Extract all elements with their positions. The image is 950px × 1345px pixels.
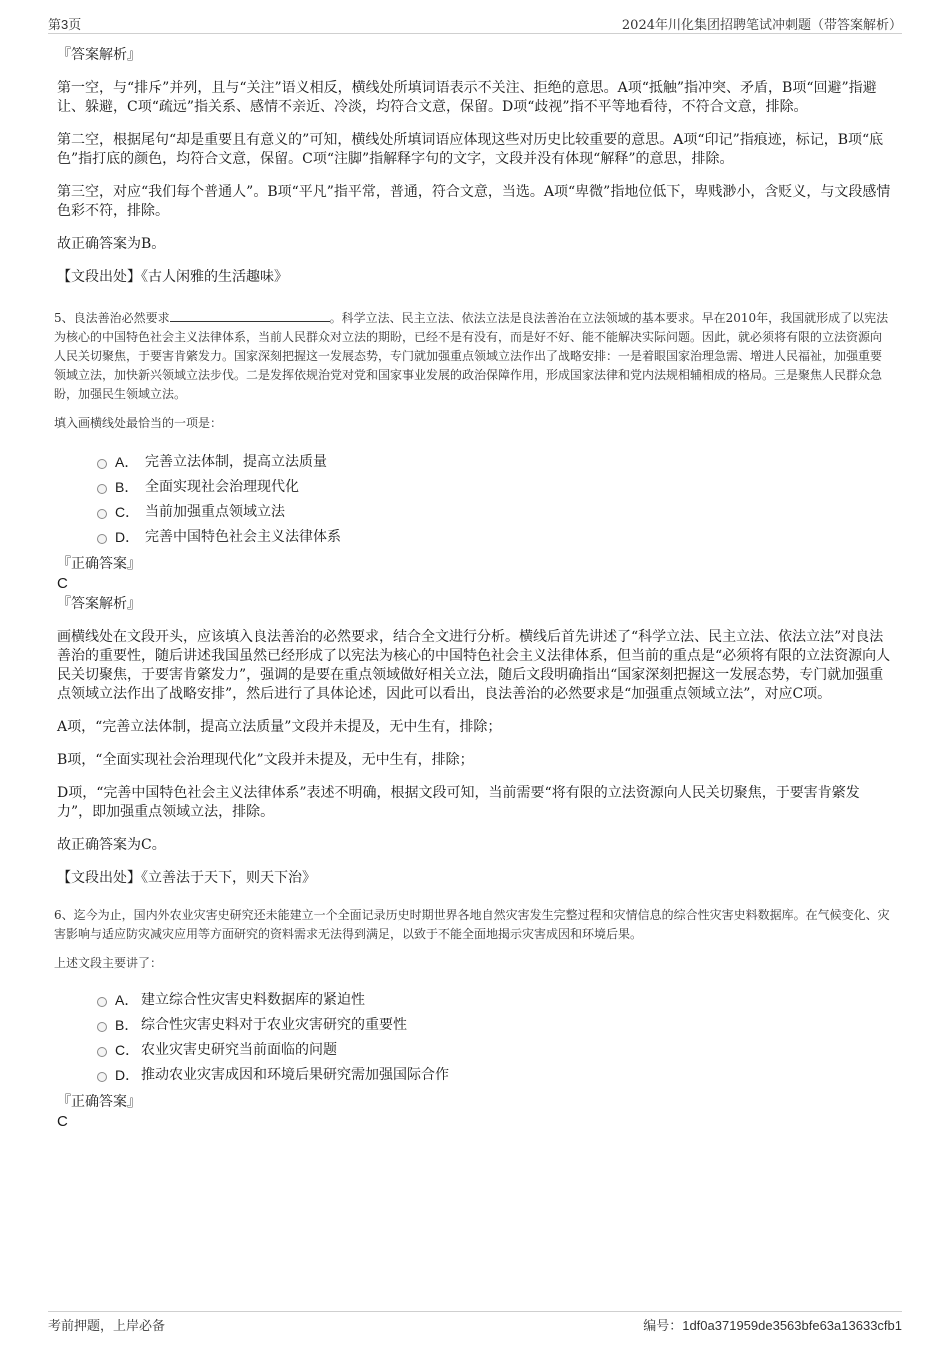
- q5-analysis-b: B项，“全面实现社会治理现代化”文段并未提及，无中生有，排除；: [57, 752, 474, 768]
- radio-icon[interactable]: [97, 534, 107, 544]
- q5-answer-title: 『正确答案』: [57, 556, 141, 572]
- q4-analysis-blank1: 第一空，与“排斥”并列，且与“关注”语义相反，横线处所填词语表示不关注、拒绝的意思。A项“抵触”指冲突、矛盾，B项“回避”指避让、躲避，C项“疏远”指关系、感情不亲近、冷淡，均符合文意，保留。D项“歧视”指不平等地看待，不符合文意，排除。: [57, 80, 877, 115]
- q6-answer: C: [57, 1113, 68, 1130]
- page-number: 第3页: [48, 17, 82, 32]
- radio-icon[interactable]: [97, 997, 107, 1007]
- q5-option-c[interactable]: [57, 501, 893, 526]
- q5-conclusion: 故正确答案为C。: [57, 837, 166, 853]
- page-header: [48, 13, 902, 34]
- option-letter: B．: [115, 479, 139, 495]
- q5-option-a[interactable]: [57, 451, 893, 476]
- q5-analysis-d: D项，“完善中国特色社会主义法律体系”表述不明确，根据文段可知，当前需要“将有限的立法资源向人民关切聚焦，于要害肯綮发力”，即加强重点领域立法，排除。: [57, 785, 860, 820]
- q6-answer-title: 『正确答案』: [57, 1094, 141, 1110]
- radio-icon[interactable]: [97, 459, 107, 469]
- q4-analysis-blank3: 第三空，对应“我们每个普通人”。B项“平凡”指平常，普通，符合文意，当选。A项“卑微”指地位低下，卑贱渺小，含贬义，与文段感情色彩不符，排除。: [57, 184, 891, 219]
- option-text: 综合性灾害史料对于农业灾害研究的重要性: [141, 1017, 407, 1033]
- radio-icon[interactable]: [97, 1047, 107, 1057]
- radio-icon[interactable]: [97, 484, 107, 494]
- q6-prompt: 上述文段主要讲了：: [54, 956, 163, 970]
- q6-options: [57, 989, 893, 1089]
- q4-analysis-blank2: 第二空，根据尾句“却是重要且有意义的”可知，横线处所填词语应体现这些对历史比较重要的意思。A项“印记”指痕迹，标记，B项“底色”指打底的颜色，均符合文意，保留。C项“注脚”指解释字句的文字，文段并没有体现“解释”的意思，排除。: [57, 132, 884, 167]
- option-letter: C．: [115, 504, 140, 520]
- option-text: 建立综合性灾害史料数据库的紧迫性: [141, 992, 365, 1008]
- footer-slogan: 考前押题，上岸必备: [48, 1319, 166, 1334]
- document-id: 编号：1df0a371959de3563bfe63a13633cfb1: [643, 1318, 902, 1333]
- option-text: 完善立法体制，提高立法质量: [145, 454, 327, 470]
- radio-icon[interactable]: [97, 1022, 107, 1032]
- q4-source: 【文段出处】《古人闲雅的生活趣味》: [57, 269, 288, 285]
- option-text: 当前加强重点领域立法: [145, 504, 285, 520]
- q4-conclusion: 故正确答案为B。: [57, 236, 166, 252]
- q6-option-c[interactable]: [57, 1039, 893, 1064]
- option-letter: D．: [115, 529, 140, 545]
- q6-option-b[interactable]: [57, 1014, 893, 1039]
- radio-icon[interactable]: [97, 1072, 107, 1082]
- option-text: 全面实现社会治理现代化: [145, 479, 299, 495]
- q6-stem: 6、迄今为止，国内外农业灾害史研究还未能建立一个全面记录历史时期世界各地自然灾害发生完整过程和灾情信息的综合性灾害史料数据库。在气候变化、灾害影响与适应防灾减灾应用等方面研究的资料需求无法得到满足，以致于不能全面地揭示灾害成因和环境后果。: [54, 908, 890, 941]
- q5-analysis-main: 画横线处在文段开头，应该填入良法善治的必然要求，结合全文进行分析。横线后首先讲述了“科学立法、民主立法、依法立法”对良法善治的重要性，随后讲述我国虽然已经形成了以宪法为核心的中国特色社会主义法律体系，但当前的重点是“必须将有限的立法资源向人民关切聚焦，于要害肯綮发力”，强调的是要在重点领域做好相关立法，随后文段明确指出“国家深刻把握这一发展态势，专门就加强重点领域立法作出了战略安排”，然后进行了具体论述，因此可以看出，良法善治的必然要求是“加强重点领域立法”，对应C项。: [57, 629, 891, 702]
- q5-stem: [54, 309, 893, 404]
- q5-blank-line: [170, 311, 330, 322]
- q5-option-b[interactable]: [57, 476, 893, 501]
- option-letter: A．: [115, 454, 139, 470]
- q6-option-a[interactable]: [57, 989, 893, 1014]
- document-title: 2024年川化集团招聘笔试冲刺题（带答案解析）: [621, 18, 902, 33]
- option-text: 农业灾害史研究当前面临的问题: [141, 1042, 337, 1058]
- option-letter: D．: [115, 1067, 140, 1083]
- option-letter: C．: [115, 1042, 140, 1058]
- q5-prompt: 填入画横线处最恰当的一项是：: [54, 416, 223, 430]
- q5-analysis-a: A项，“完善立法体制，提高立法质量”文段并未提及，无中生有，排除；: [57, 719, 502, 735]
- page-content: [54, 46, 893, 1133]
- option-letter: A．: [115, 992, 139, 1008]
- option-text: 推动农业灾害成因和环境后果研究需加强国际合作: [141, 1067, 449, 1083]
- option-text: 完善中国特色社会主义法律体系: [145, 529, 341, 545]
- q5-source: 【文段出处】《立善法于天下，则天下治》: [57, 870, 316, 886]
- q5-answer: C: [57, 575, 68, 592]
- radio-icon[interactable]: [97, 509, 107, 519]
- q5-option-d[interactable]: [57, 526, 893, 551]
- q5-analysis-title: 『答案解析』: [57, 596, 141, 612]
- q5-options: [57, 451, 893, 551]
- page-footer: [48, 1311, 902, 1334]
- q5-stem-rest: 。科学立法、民主立法、依法立法是良法善治在立法领域的基本要求。早在2010年，我国就形成了以宪法为核心的中国特色社会主义法律体系，当前人民群众对立法的期盼，已经不是有没有，而是好不好、能不能解决实际问题。因此，就必须将有限的立法资源向人民关切聚焦，于要害肯綮发力。国家深刻把握这一发展态势，专门就加强重点领域立法作出了战略安排：一是着眼国家治理急需、增进人民福祉，加强重要领域立法，加快新兴领域立法步伐。二是发挥依规治党对党和国家事业发展的政治保障作用，形成国家法律和党内法规相辅相成的格局。三是聚焦人民群众急盼，加强民生领域立法。: [54, 311, 889, 401]
- q5-stem-start: 5、良法善治必然要求: [54, 311, 170, 325]
- q4-analysis-title: 『答案解析』: [57, 47, 141, 63]
- option-letter: B．: [115, 1017, 139, 1033]
- q6-option-d[interactable]: [57, 1064, 893, 1089]
